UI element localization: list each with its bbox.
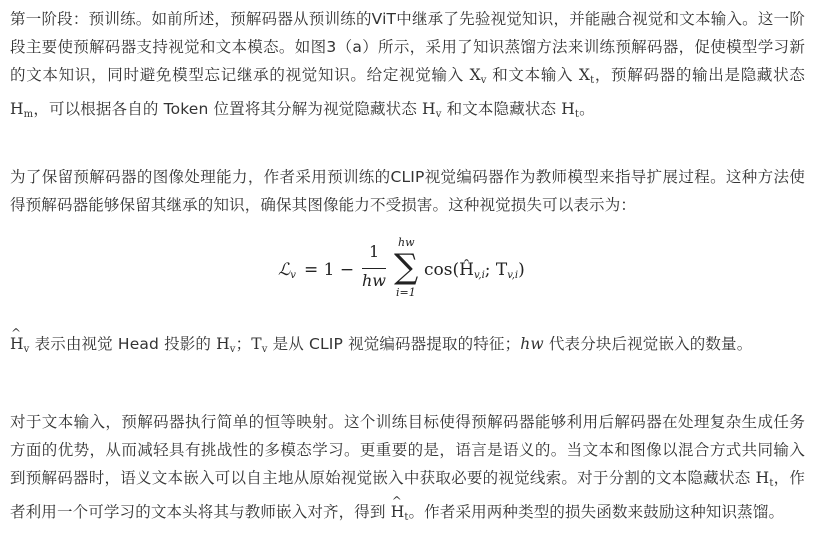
para1-text-b: 和文本输入 xyxy=(492,66,574,84)
para1-text-a: 第一阶段：预训练。如前所述，预解码器从预训练的ViT中继承了先验视觉知识，并能融合视觉和文本输入。这一阶段主要使预解码器支持视觉和文本模态。如图3（a）所示，采用了知识蒸馏方法来训练预解码器，促使模型学习新的文本知识，同时避免模型忘记继承的视觉知识。给定视觉输入 xyxy=(10,10,805,84)
paragraph-visual-loss xyxy=(10,163,805,219)
para3-text-b: 是从 CLIP 视觉编码器提取的特征； xyxy=(272,335,521,353)
eq-lhs: ℒ$_v$ xyxy=(278,260,296,281)
math-hm: $H_m$ xyxy=(10,100,34,120)
math-tv: $T_v$ xyxy=(251,335,268,355)
math-ht-hat: ^ $H_t$ xyxy=(391,498,409,532)
para1-text-e: 和文本隐藏状态 xyxy=(446,100,557,118)
math-hw: hw xyxy=(520,335,544,353)
para4-text-a: 对于文本输入，预解码器执行简单的恒等映射。这个训练目标使得预解码器能够利用后解码器在处理复杂生成任务方面的优势，从而减轻具有挑战性的多模态学习。更重要的是，语言是语义的。当文本和图像以混合方式共同输入到预解码器时，语义文本嵌入可以自主地从原始视觉嵌入中获取必要的视觉线索。对于分割的文本隐藏状态 xyxy=(10,413,805,487)
math-hv-hat: ^ $H_v$ xyxy=(10,330,29,364)
paragraph-notation xyxy=(10,330,805,364)
math-hv: $H_v$ xyxy=(422,100,442,120)
paragraph-stage-one xyxy=(10,5,805,129)
para3-text-c: 代表分块后视觉嵌入的数量。 xyxy=(548,335,753,353)
eq-sum-upper: hw xyxy=(398,236,415,249)
eq-rhs: $\cos(Ĥ_{v,i}$; $T_{v,i}$) xyxy=(424,260,525,281)
paragraph-text-input xyxy=(10,408,805,532)
eq-sum-symbol: ∑ xyxy=(394,247,419,287)
para4-text-c: 。作者采用两种类型的损失函数来鼓励这种知识蒸馏。 xyxy=(408,503,785,521)
para1-text-c: ，预解码器的输出是隐藏状态 xyxy=(594,66,806,84)
eq-equals: = 1 − xyxy=(304,260,355,280)
math-hv-proj: $H_v$ xyxy=(216,335,236,355)
para1-text-f: 。 xyxy=(579,100,595,118)
para3-text-a: 表示由视觉 Head 投影的 xyxy=(34,335,212,353)
math-ht-split: $H_t$ xyxy=(755,469,774,489)
eq-fraction-numerator: 1 xyxy=(369,242,380,261)
math-xv: $X_v$ xyxy=(469,66,487,86)
para1-text-d: ，可以根据各自的 Token 位置将其分解为视觉隐藏状态 xyxy=(33,100,417,118)
eq-fraction-bar xyxy=(362,268,386,269)
math-ht: $H_t$ xyxy=(561,100,580,120)
para3-sep: ； xyxy=(235,335,252,353)
eq-fraction-denominator: hw xyxy=(362,271,386,290)
visual-loss-equation xyxy=(0,236,813,306)
para2-text: 为了保留预解码器的图像处理能力，作者采用预训练的CLIP视觉编码器作为教师模型来指导扩展过程。这种方法使得预解码器能够保留其继承的知识，确保其图像能力不受损害。这种视觉损失可以表示为： xyxy=(10,168,805,214)
eq-sum-lower: i=1 xyxy=(396,286,416,299)
para4-text-b: ，作者利用一个可学习的文本头将其与教师嵌入对齐，得到 xyxy=(10,469,805,521)
math-xt: $X_t$ xyxy=(578,66,595,86)
